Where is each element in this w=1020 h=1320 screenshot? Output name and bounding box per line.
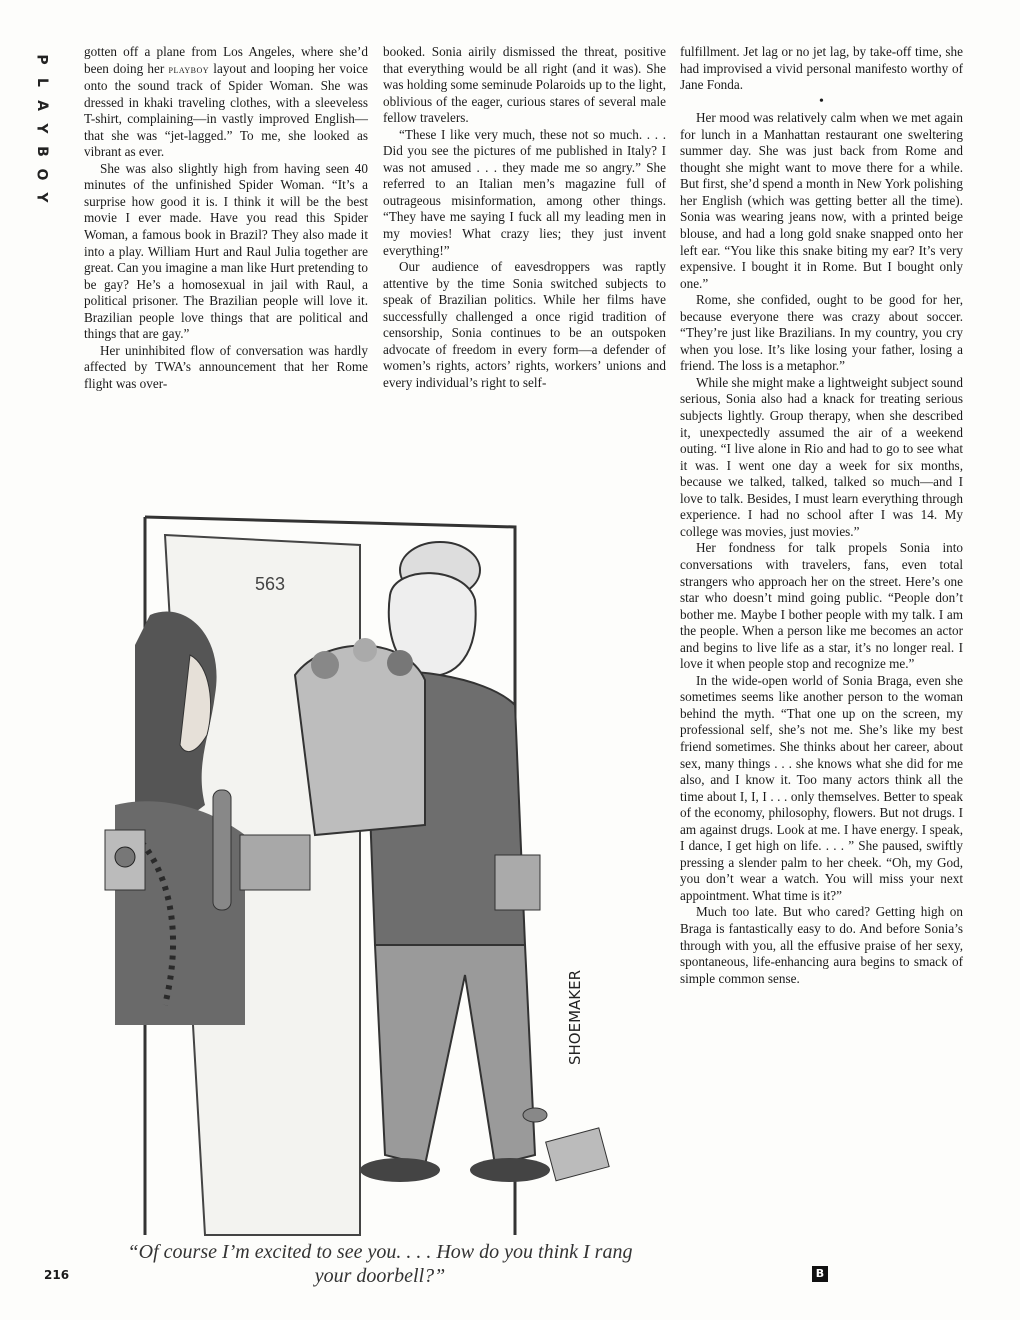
page-number: 216	[44, 1268, 70, 1282]
masthead-letter: Y	[33, 123, 50, 134]
grocery-item	[311, 651, 339, 679]
dropped-can	[523, 1108, 547, 1122]
man-shoe-left	[360, 1158, 440, 1182]
paragraph: “These I like very much, these not so much. . . . Did you see the pictures of me published in Italy? I was not amused . . . they made me so angry.” She referred to an Italian men’s magazine full of outrageous misinformation, among other things. “They have me saying I fuck all my leading men in my movies! What crazy lies; they just invent everything!”	[383, 126, 666, 258]
paragraph: Her uninhibited flow of conversation was hardly affected by TWA’s announcement that her Rome flight was over-	[84, 342, 368, 391]
paragraph: booked. Sonia airily dismissed the threat, positive that everything would be all right (and it was). She was holding some seminude Polaroids up to the light, oblivious of the eager, curious stares of several male fellow travelers.	[383, 44, 666, 126]
cartoon-illustration	[95, 505, 665, 1240]
article-column-1	[84, 44, 368, 392]
paragraph: Rome, she confided, ought to be good for her, because everyone there was crazy about soccer. “They’re just like Brazilians. In my country, you cry when you lose. It’s like losing your father, losing a friend. The loss is a metaphor.”	[680, 292, 963, 374]
paragraph: Her mood was relatively calm when we met again for lunch in a Manhattan restaurant one sweltering summer day. She was just back from Rome and thought she might want to move there for a while. But first, she’d spend a month in New York polishing her English (which was getting better all the time). Sonia was wearing jeans now, with a printed beige blouse, and had a long gold snake snapped onto her left ear. “You like this snake biting my ear? It’s very expensive. I bought it in Rome. But I bought only one.”	[680, 110, 963, 291]
masthead-letter: Y	[33, 192, 50, 203]
masthead-letter: O	[33, 168, 50, 181]
paragraph: Her fondness for talk propels Sonia into conversations with travelers, fans, even total strangers who approach her on the street. Here’s one star who doesn’t mind going public. “People don’t bother me. Maybe I bother people with my talk. I am the people. When a person like me becomes an actor and begins to live life as a star, it’s no longer real. I love it when people stop and recognize me.”	[680, 540, 963, 672]
article-column-3	[680, 44, 963, 987]
paragraph: In the wide-open world of Sonia Braga, even she sometimes seems like another person to the woman behind the myth. “That one up on the screen, my professional self, she’s not me. She’s like my best friend sometimes. She thinks about her career, about sex, many things . . . she knows what she did for me also, and I know it. Too many actors think all the time about I, I, I . . . only themselves. Better to speak of the economy, philosophy, flowers. But not drugs. I am against drugs. Look at me. I have energy. I speak, I dance, I get high on life. . . . ” She paused, swiftly pressing a slender palm to her cheek. “Oh, my God, you don’t wear a watch. You will miss your next appointment. What time is it?”	[680, 672, 963, 903]
package-under-arm	[495, 855, 540, 910]
playboy-vertical-masthead	[30, 48, 52, 209]
man-shoe-right	[470, 1158, 550, 1182]
paragraph: She was also slightly high from having seen 40 minutes of the unfinished Spider Woman. “It’s a surprise how good it is. I think it will be the best movie I ever made. Have you read this Spider Woman, a famous book in Brazil? They also made it into a play. William Hurt and Raul Julia together are great. Can you imagine a man like Hurt pretending to be gay? He’s a homosexual in jail with Raul, a political prisoner. The Brazilian people will love it. Brazilian people love things that are political and things that are gay.”	[84, 160, 368, 342]
man-trousers	[375, 945, 535, 1165]
door-number: 563	[255, 574, 286, 594]
cartoon-caption: “Of course I’m excited to see you. . . . How do you think I rang your doorbell?”	[127, 1241, 633, 1287]
grocery-item	[387, 650, 413, 676]
masthead-letter: A	[33, 100, 50, 111]
end-of-article-mark: B	[812, 1266, 828, 1282]
doorbell-button	[115, 847, 135, 867]
section-break-bullet: •	[819, 93, 824, 109]
paragraph: While she might make a lightweight subject sound serious, Sonia also had a knack for treating serious subjects lightly. Group therapy, when she described it, unexpectedly assumed the air of a weekend outing. “I live alone in Rio and had to go to see what it was. I went one day a week for six months, because we talked, talked, talked so much—and I love to talk. Besides, I must learn everything through experience. I had no school after I was 14. My college was movies, just movies.”	[680, 374, 963, 539]
door-handle	[213, 790, 231, 910]
paragraph: Much too late. But who cared? Getting high on Braga is fantastically easy to do. And before Sonia’s through with you, all the effusive praise of her sexy, spontaneous, life-enhancing aura begins to smack of simple common sense.	[680, 904, 963, 986]
box-package	[240, 835, 310, 890]
dropped-box	[546, 1128, 609, 1181]
paragraph: gotten off a plane from Los Angeles, where she’d been doing her playboy layout and looping her voice onto the sound track of Spider Woman. She was dressed in khaki traveling clothes, with a sleeveless T-shirt, complaining—in vastly improved English—that she was “jet-lagged.” To me, she looked as vibrant as ever.	[84, 44, 368, 160]
grocery-item	[353, 638, 377, 662]
masthead-letter: P	[33, 54, 50, 65]
artist-signature: SHOEMAKER	[566, 969, 584, 1065]
article-column-2	[383, 44, 666, 391]
masthead-letter: L	[33, 78, 50, 87]
paragraph: fulfillment. Jet lag or no jet lag, by take-off time, she had improvised a vivid personal manifesto worthy of Jane Fonda.	[680, 44, 963, 93]
paragraph: Our audience of eavesdroppers was raptly attentive by the time Sonia switched subjects to speak of Brazilian politics. While her films have successfully challenged a once rigid tradition of censorship, Sonia continues to be an outspoken advocate of freedom in every form—a defender of women’s rights, actors’ rights, workers’ unions and every individual’s right to self-	[383, 259, 666, 390]
masthead-letter: B	[33, 146, 50, 157]
